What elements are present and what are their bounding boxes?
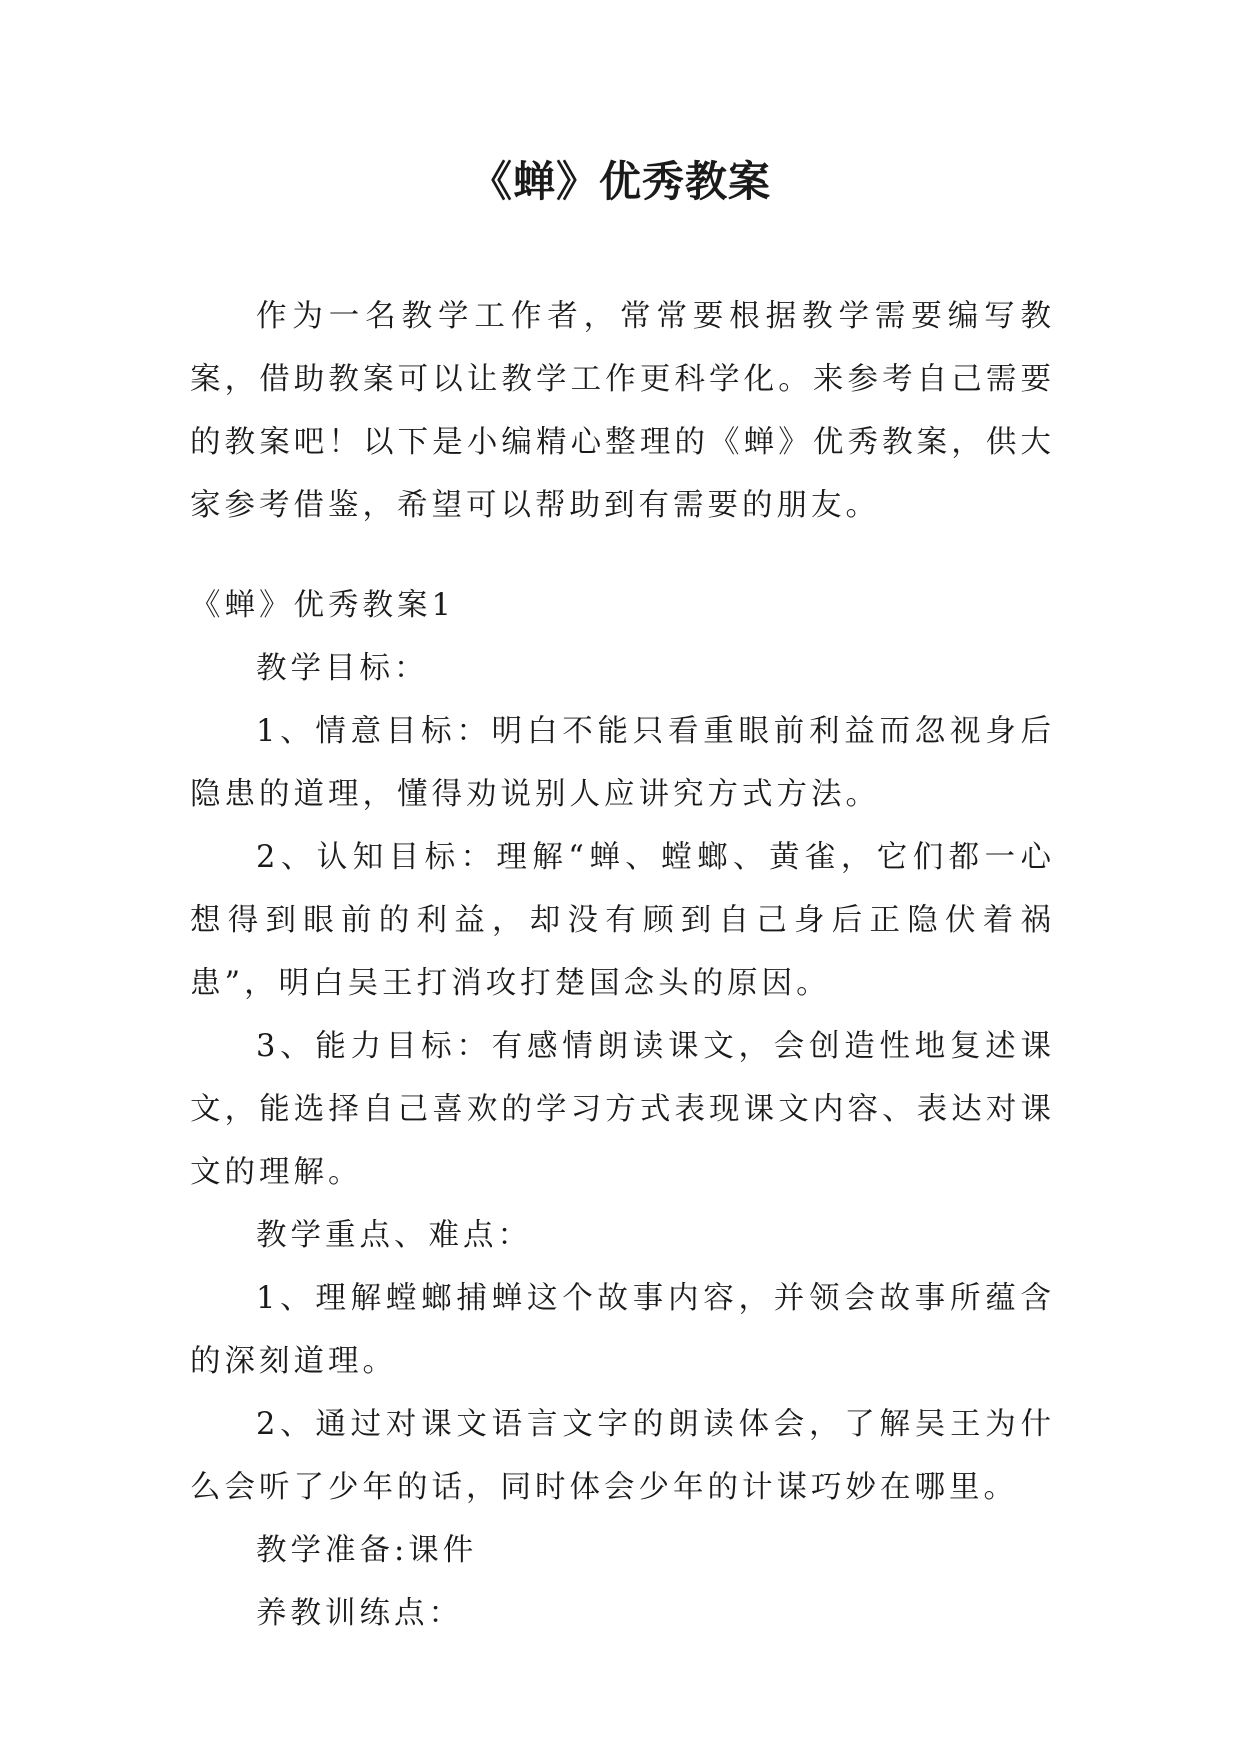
document-content	[190, 574, 1055, 1645]
paragraph-key-point-2: 2、通过对课文语言文字的朗读体会，了解吴王为什么会听了少年的话，同时体会少年的计谋巧妙在哪里。	[190, 1407, 1055, 1505]
paragraph-preparation: 教学准备:课件	[256, 1533, 478, 1568]
paragraph-goal-2: 2、认知目标：理解“蝉、螳螂、黄雀，它们都一心想得到眼前的利益，却没有顾到自己身后正隐伏着祸患”，明白吴王打消攻打楚国念头的原因。	[190, 840, 1055, 1001]
intro-paragraph: 作为一名教学工作者，常常要根据教学需要编写教案，借助教案可以让教学工作更科学化。来参考自己需要的教案吧！以下是小编精心整理的《蝉》优秀教案，供大家参考借鉴，希望可以帮助到有需要的朋友。	[190, 299, 1055, 523]
paragraph-goal-3: 3、能力目标：有感情朗读课文，会创造性地复述课文，能选择自己喜欢的学习方式表现课文内容、表达对课文的理解。	[190, 1029, 1055, 1190]
section-heading: 《蝉》优秀教案1	[190, 588, 455, 623]
paragraph-training-points: 养教训练点：	[256, 1596, 463, 1631]
document-title: 《蝉》优秀教案	[469, 157, 771, 206]
paragraph-teaching-goals-heading: 教学目标：	[256, 651, 429, 686]
paragraph-key-point-1: 1、理解螳螂捕蝉这个故事内容，并领会故事所蕴含的深刻道理。	[190, 1281, 1055, 1379]
paragraph-key-points-heading: 教学重点、难点：	[256, 1218, 532, 1253]
paragraph-goal-1: 1、情意目标：明白不能只看重眼前利益而忽视身后隐患的道理，懂得劝说别人应讲究方式方法。	[190, 714, 1055, 812]
